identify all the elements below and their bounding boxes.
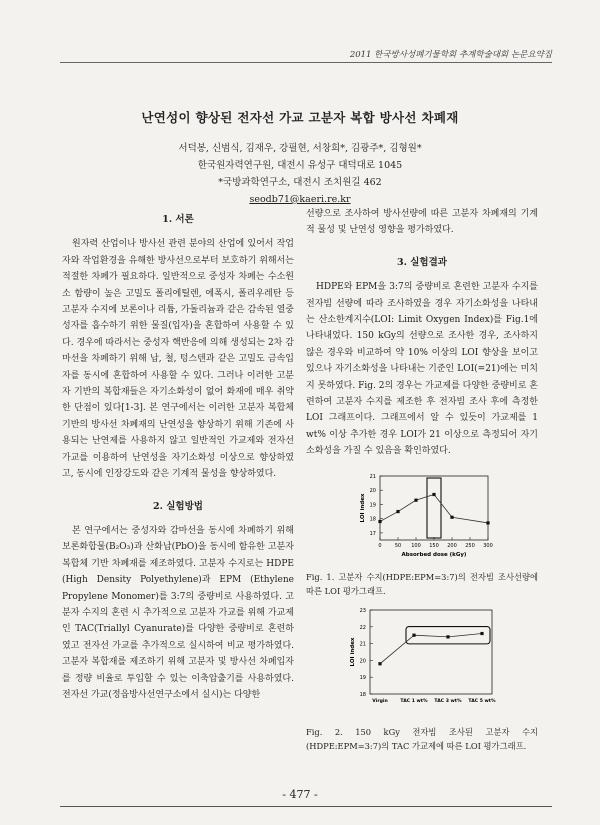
y-axis-label: LOI index <box>350 637 356 667</box>
plot-frame <box>380 476 488 540</box>
y-tick-label: 20 <box>359 658 366 665</box>
figure-1 <box>306 468 538 566</box>
y-tick-label: 17 <box>369 530 376 537</box>
y-axis-label: LOI index <box>360 493 366 523</box>
y-tick-label: 20 <box>369 487 376 494</box>
data-point <box>446 635 449 638</box>
data-point <box>432 493 435 496</box>
x-tick-label: 200 <box>447 542 457 549</box>
author-block <box>60 140 540 208</box>
section-heading-method: 2. 실험방법 <box>153 500 203 512</box>
x-tick-label: 50 <box>394 542 402 549</box>
x-tick-label: 100 <box>411 542 421 549</box>
author-list: 서덕봉, 신범식, 김재우, 강필현, 서창희*, 김광주*, 김형원* <box>178 143 422 154</box>
figure-2 <box>306 604 538 720</box>
x-tick-label: 0 <box>378 542 382 549</box>
data-point <box>378 662 381 665</box>
affiliation-2: *국방과학연구소, 대전시 조치원길 462 <box>218 177 382 188</box>
author-email[interactable]: seodb71@kaeri.re.kr <box>249 194 351 205</box>
figure-1-caption: Fig. 1. 고분자 수지(HDPE:EPM=3:7)의 전자빔 조사선량에 따른 LOI 평가그래프. <box>306 572 538 597</box>
footer-rule <box>60 806 552 807</box>
plot-frame <box>370 610 492 694</box>
section-heading-results: 3. 실험결과 <box>397 256 447 268</box>
data-point <box>396 510 399 513</box>
x-category-label: TAC 3 wt% <box>434 699 462 705</box>
right-column <box>306 206 538 753</box>
figure-2-caption: Fig. 2. 150 kGy 전자빔 조사된 고분자 수지(HDPE:EPM=3:7)의 TAC 가교제에 따른 LOI 평가그래프. <box>306 726 538 751</box>
y-tick-label: 23 <box>359 608 366 615</box>
series-line <box>380 494 488 522</box>
figure-1-chart <box>306 468 538 560</box>
figure-2-chart <box>306 604 538 714</box>
y-tick-label: 18 <box>359 692 366 699</box>
x-tick-label: 250 <box>465 542 475 549</box>
data-point <box>486 521 489 524</box>
header-rule <box>60 62 552 63</box>
intro-paragraph: 원자력 산업이나 방사선 관련 분야의 산업에 있어서 작업자와 작업환경을 유해한 방사선으로부터 보호하기 위해서는 적절한 차폐가 필요하다. 일반적으로 중성자 차폐는 수소원소 함량이 높은 고밀도 폴리에틸렌, 에폭시, 폴리우레탄 등 고분자 수지에 보론이나 리튬, 가돌리늄과 같은 감속된 열중성자를 흡수하기 위한 물질(입자)을 혼합하여 사용할 수 있다. 경우에 따라서는 중성자 핵반응에 의해 생성되는 2차 감마선을 차폐하기 위해 납, 철, 텅스텐과 같은 고밀도 금속입자를 동시에 혼합하여 사용할 수 있다. 그러나 이러한 고분자 기반의 복합재들은 자기소화성이 없어 화재에 매우 취약한 단점이 있다[1-3]. 본 연구에서는 이러한 고분자 복합체 기반의 방사선 차폐재의 난연성을 향상하기 위해 기존에 사용되는 난연제를 사용하지 않고 일반적인 가교제와 전자선 가교를 이용하여 난연성을 자기소화성 이상으로 향상하였고, 동시에 인장강도와 같은 기계적 물성을 향상하였다. <box>62 239 294 480</box>
data-point <box>450 515 453 518</box>
x-category-label: TAC 1 wt% <box>400 699 428 705</box>
x-category-label: Virgin <box>372 699 388 705</box>
method-paragraph-continued: 선량으로 조사하여 방사선량에 따른 고분자 차폐재의 기계적 물성 및 난연성 영향을 평가하였다. <box>306 209 538 236</box>
x-tick-label: 150 <box>429 542 439 549</box>
running-header: 2011 한국방사성폐기물학회 추계학술대회 논문요약집 <box>349 50 552 60</box>
left-column <box>62 206 294 703</box>
method-paragraph: 본 연구에서는 중성자와 감마선을 동시에 차폐하기 위해 보론화합물(B₂O₃)과 산화납(PbO)을 동시에 함유한 고분자 복합체 기반 차폐재를 제조하였다. 고분자 수지로는 HDPE (High Density Polyethylene)과 EPM (Ethylene Propylene Monomer)를 3:7의 중량비로 사용하였다. 고분자 수지의 혼련 시 추가적으로 고분자 가교를 위해 가교제인 TAC(Triallyl Cyanurate)를 다양한 중량비로 혼련하였고 전자선 가교를 추가적으로 실시하여 비교 평가하였다. 고분자 복합재를 제조하기 위해 고분자 및 방사선 차폐입자를 정량 비율로 투입할 수 있는 이축압출기를 사용하였다. 전자선 가교(정읍방사선연구소에서 실시)는 다양한 <box>62 525 294 700</box>
x-category-label: TAC 5 wt% <box>468 699 496 705</box>
series-line <box>380 634 482 664</box>
data-point <box>378 520 381 523</box>
section-heading-intro: 1. 서론 <box>162 214 194 225</box>
x-tick-label: 300 <box>483 542 493 549</box>
paper-title: 난연성이 향상된 전자선 가교 고분자 복합 방사선 차폐재 <box>141 110 459 125</box>
data-point <box>414 498 417 501</box>
page-number: - 477 - <box>282 788 318 801</box>
highlight-box <box>427 478 441 538</box>
y-tick-label: 21 <box>369 473 376 480</box>
y-tick-label: 22 <box>359 624 366 631</box>
y-tick-label: 19 <box>369 502 376 509</box>
y-tick-label: 18 <box>369 516 376 523</box>
data-point <box>412 634 415 637</box>
data-point <box>480 632 483 635</box>
y-tick-label: 21 <box>359 641 366 648</box>
y-tick-label: 19 <box>359 675 366 682</box>
affiliation-1: 한국원자력연구원, 대전시 유성구 대덕대로 1045 <box>197 160 403 171</box>
results-paragraph: HDPE와 EPM을 3:7의 중량비로 혼련한 고분자 수지를 전자빔 선량에 따라 조사하였을 경우 자기소화성을 나타내는 산소한계지수(LOI: Limit Oxygen Index)를 Fig.1에 나타내었다. 150 kGy의 선량으로 조사한 경우, 조사하지 않은 경우와 비교하여 약 10% 이상의 LOI 향상을 보이고 있으나 자기소화성을 나타내는 기준인 LOI(=21)에는 미치지 못하였다. Fig. 2의 경우는 가교제를 다양한 중량비로 혼련하여 고분자 수지를 제조한 후 전자빔 조사 후에 측정한 LOI 그래프이다. 그래프에서 알 수 있듯이 가교제를 1 wt% 이상 추가한 경우 LOI가 21 이상으로 측정되어 자기 소화성을 가질 수 있음을 확인하였다. <box>306 282 538 457</box>
x-axis-label: Absorbed dose (kGy) <box>401 551 467 558</box>
